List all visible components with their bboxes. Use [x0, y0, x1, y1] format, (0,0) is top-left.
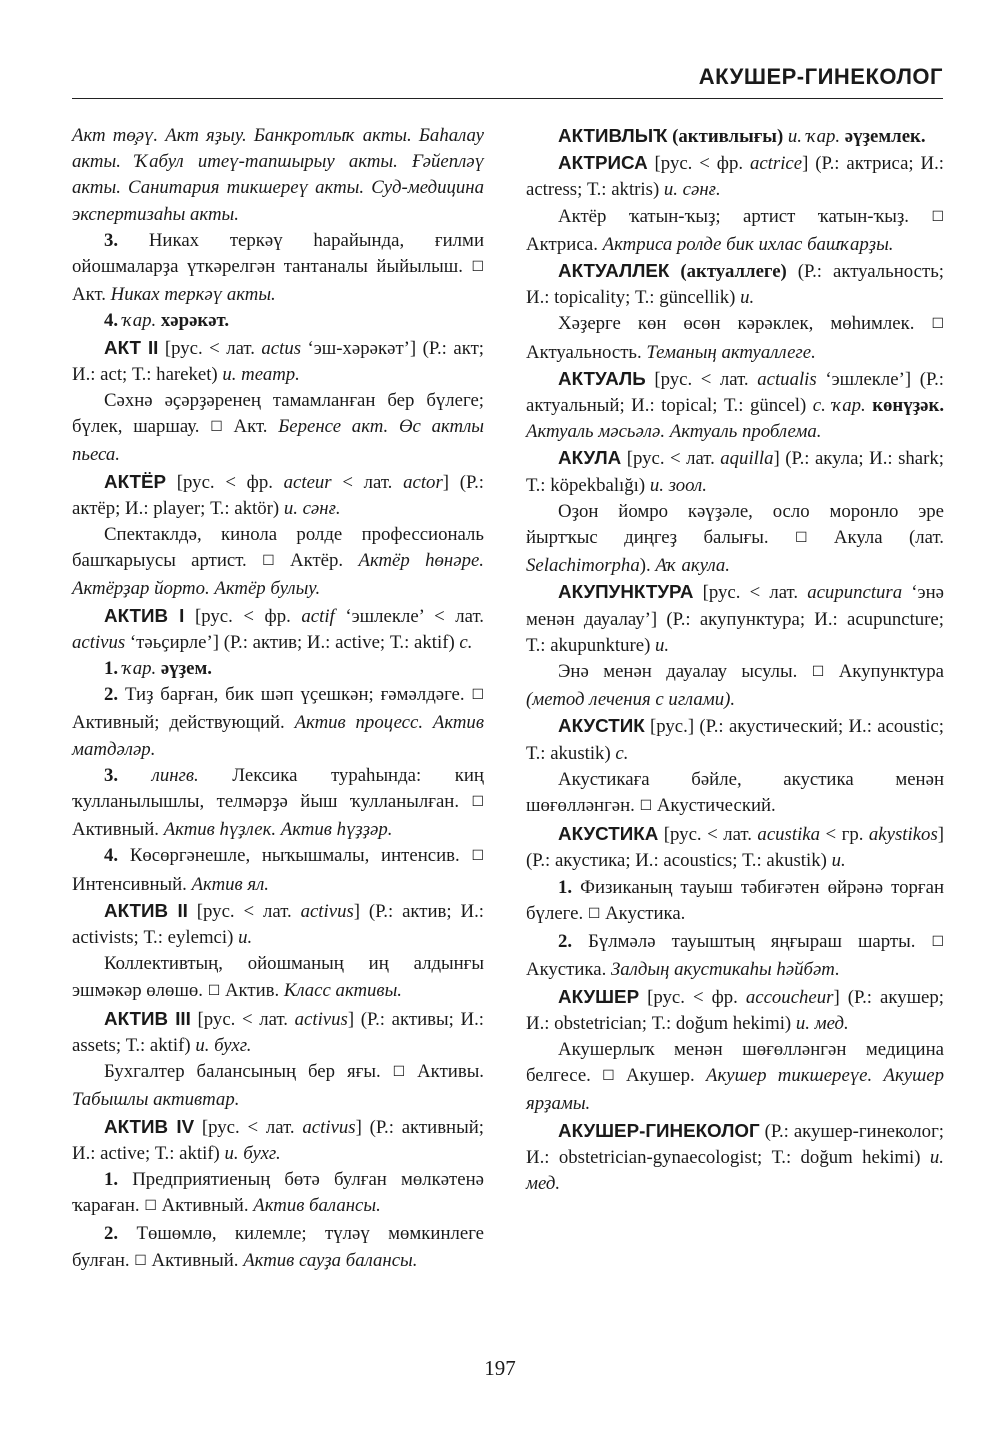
text-run: [рус. < фр.: [166, 471, 284, 493]
running-header-title: АКУШЕР-ГИНЕКОЛОГ: [698, 64, 943, 89]
dictionary-paragraph: [72, 1114, 484, 1167]
text-run: accoucheur: [745, 986, 834, 1008]
text-run: Актив сауҙа балансы.: [243, 1249, 418, 1271]
text-run: и.: [655, 634, 670, 656]
text-run: әүҙемлек.: [844, 126, 926, 147]
text-run: [рус. < фр.: [184, 605, 302, 627]
text-run: 4.: [104, 310, 119, 332]
text-run: ‘эшлекле’ < лат.: [334, 605, 484, 627]
dictionary-paragraph: [526, 366, 944, 446]
headword: АКТУАЛЬ: [558, 367, 646, 389]
headword: АКТИВ III: [104, 1007, 191, 1029]
checkbox-symbol-icon: ☐: [602, 1069, 615, 1085]
text-run: ‘эшлекле’] (Р.: актуальный; И.: topical; Т.: güncel): [526, 368, 945, 417]
text-run: 4.: [104, 845, 119, 867]
text-run: с.: [615, 742, 629, 764]
text-run: Актуаль мәсьәлә. Актуаль проблема.: [526, 421, 822, 443]
headword: АКТИВ II: [104, 899, 188, 921]
text-run: (метод лечения с иглами).: [526, 689, 736, 711]
text-run: ] (Р.: акула; И.: shark; Т.: köpekbalığı): [526, 448, 944, 496]
text-run: Актив балансы.: [253, 1195, 381, 1217]
text-run: и. театр.: [222, 363, 300, 385]
text-run: Интенсивный.: [72, 873, 192, 895]
dictionary-paragraph: [72, 1059, 484, 1113]
text-run: с. ҡар.: [812, 395, 866, 417]
checkbox-symbol-icon: ☐: [471, 795, 484, 811]
dictionary-paragraph: [526, 1118, 944, 1198]
checkbox-symbol-icon: ☐: [207, 983, 221, 999]
text-run: ҡар.: [122, 310, 157, 332]
headword: АКТИВ I: [104, 604, 185, 626]
dictionary-paragraph: [72, 388, 484, 469]
text-run: Активный.: [146, 1249, 244, 1271]
headword: АКУЛА: [558, 447, 622, 469]
text-run: (активлығы): [672, 126, 784, 147]
dictionary-paragraph: [72, 123, 484, 228]
headword: АКТЁР: [104, 470, 167, 492]
checkbox-symbol-icon: ☐: [811, 665, 825, 681]
text-run: Актёр.: [274, 550, 359, 572]
dictionary-paragraph: [526, 258, 944, 311]
text-run: ] (Р.: актив; И.: activists; Т.: eylemci): [72, 900, 485, 949]
text-run: ] (Р.: актриса; И.: actress; Т.: aktris): [526, 153, 945, 201]
text-run: и. бухг.: [195, 1034, 252, 1056]
text-run: ] (Р.: акустика; И.: acoustics; Т.: akustik): [526, 824, 945, 872]
headword: АКУШЕР: [558, 985, 640, 1007]
dictionary-paragraph: [526, 659, 944, 713]
text-run: Физиканың тауыш тәбиғәтен өйрәнә торған бүлеге.: [526, 876, 944, 924]
text-run: с.: [459, 631, 473, 653]
text-run: ҡар.: [122, 658, 157, 680]
text-run: Акт.: [72, 284, 111, 306]
text-run: [рус. < лат.: [645, 368, 758, 390]
text-run: Акт тө̧әү. Акт яҙыу. Банкротлыҡ акты. Баһалау акты. Ҡабул итеү-тапшырыу акты. Ғәйепләү акты. Санитария тикшереү акты. Суд-медицина экспертизаһы акты.: [72, 125, 484, 225]
dictionary-paragraph: [526, 445, 944, 498]
text-run: Акушер тикшереүе. Акушер ярҙамы.: [526, 1065, 944, 1115]
dictionary-paragraph: [72, 843, 484, 897]
checkbox-symbol-icon: ☐: [931, 317, 944, 333]
text-run: Акула (лат.: [807, 527, 944, 549]
text-run: Табышлы активтар.: [72, 1089, 240, 1111]
text-run: 2.: [104, 684, 119, 706]
text-run: Актив ял.: [191, 873, 270, 895]
dictionary-paragraph: [526, 204, 944, 258]
text-run: (Р.: актуальность; И.: topicality; Т.: güncellik): [526, 261, 944, 309]
text-run: Акустика.: [600, 902, 686, 924]
text-run: ).: [639, 555, 656, 577]
text-run: Акушерлыҡ менән шөғөлләнгән медицина белгесе.: [526, 1038, 944, 1087]
checkbox-symbol-icon: ☐: [471, 849, 484, 865]
page-number: 197: [484, 1356, 516, 1380]
dictionary-paragraph: [72, 1221, 484, 1275]
dictionary-paragraph: [526, 150, 944, 203]
text-run: Төшөмлө, килемле; түләү мөмкинлеге булған.: [72, 1223, 484, 1271]
text-run: ] (Р.: акушер; И.: obstetrician; Т.: doğum hekimi): [526, 986, 944, 1034]
text-run: ] (Р.: актёр; И.: player; Т.: aktör): [72, 471, 485, 519]
text-run: activus: [294, 1008, 348, 1030]
text-run: и. бухг.: [224, 1142, 281, 1164]
text-run: Активный.: [72, 819, 164, 841]
dictionary-paragraph: [526, 123, 944, 150]
text-run: Акустикаға бәйле, акустика менән шөғөлләнгән.: [526, 768, 944, 817]
dictionary-paragraph: [72, 522, 484, 603]
text-run: [669, 261, 680, 282]
text-run: Залдың акустикаһы һәйбәт.: [610, 959, 840, 981]
text-run: ‘энә менән дауалау’] (Р.: акупунктура; И.: acupuncture; Т.: akupunkture): [526, 582, 944, 656]
text-run: Никах теркәү һарайында, ғилми ойошмаларҙа үткәрелгән тантаналы йыйылыш.: [72, 229, 484, 278]
text-run: 1.: [104, 1168, 119, 1190]
text-run: Оҙон йомро кәүҙәле, осло моронло эре йыртҡыс диңгеҙ балығы.: [526, 500, 944, 549]
text-run: [118, 765, 152, 786]
checkbox-symbol-icon: ☐: [587, 906, 601, 922]
text-run: acustika: [757, 824, 821, 846]
text-run: 1.: [558, 876, 573, 898]
text-run: Актёр һөнәре. Актёрҙар йорто. Актёр булыу.: [72, 550, 485, 600]
text-run: Теманың актуаллеге.: [646, 341, 816, 363]
text-run: 3.: [104, 764, 119, 786]
dictionary-paragraph: [526, 767, 944, 821]
text-run: [рус. < лат.: [194, 1116, 303, 1138]
text-run: Акустический.: [652, 795, 776, 817]
headword: АКТРИСА: [558, 152, 648, 174]
text-run: [рус.] (Р.: акустический; И.: acoustic; Т.: akustik): [526, 716, 944, 764]
headword: АКТИВЛЫҠ: [558, 125, 668, 146]
checkbox-symbol-icon: ☐: [210, 420, 223, 436]
dictionary-paragraph: [526, 875, 944, 929]
dictionary-paragraph: [526, 713, 944, 766]
text-run: [рус. < лат.: [658, 824, 758, 846]
text-run: Класс активы.: [283, 979, 403, 1001]
dictionary-paragraph: [526, 929, 944, 983]
headword: АКУСТИК: [558, 715, 645, 737]
checkbox-symbol-icon: ☐: [639, 799, 653, 815]
text-run: Активы.: [405, 1061, 485, 1083]
checkbox-symbol-icon: ☐: [471, 260, 484, 276]
text-run: actrice: [749, 153, 803, 175]
text-run: Selachimorpha: [526, 555, 640, 577]
dictionary-paragraph: [526, 499, 944, 580]
text-run: [рус. < фр.: [647, 153, 750, 175]
text-run: < лат.: [331, 471, 404, 493]
text-run: [рус. < лат.: [693, 582, 808, 604]
text-run: Бүлмәлә тауыштың яңғыраш шарты.: [572, 931, 932, 953]
dictionary-paragraph: [72, 763, 484, 844]
text-run: Никах теркәү акты.: [110, 284, 276, 306]
text-run: и. сәнғ.: [283, 497, 341, 519]
text-run: [рус. < лат.: [187, 900, 301, 922]
text-run: 3.: [104, 229, 119, 251]
checkbox-symbol-icon: ☐: [134, 1253, 147, 1269]
checkbox-symbol-icon: ☐: [144, 1199, 157, 1215]
text-run: < гр.: [820, 824, 869, 846]
text-run: Лексика тураһында: киң ҡулланылышлы, телмәрҙә йыш ҡулланылған.: [72, 764, 484, 813]
text-run: [рус. < лат.: [158, 337, 262, 359]
text-run: 1.: [104, 658, 119, 680]
dictionary-paragraph: [72, 898, 484, 951]
text-run: [рус. < фр.: [639, 986, 746, 1008]
checkbox-symbol-icon: ☐: [262, 554, 275, 570]
dictionary-paragraph: [72, 469, 484, 522]
text-run: Тиҙ барған, бик шәп үҫешкән; ғәмәлдәге.: [118, 684, 472, 706]
checkbox-symbol-icon: ☐: [931, 209, 944, 225]
text-run: Беренсе акт. Өс актлы пьеса.: [72, 416, 485, 466]
checkbox-symbol-icon: ☐: [392, 1065, 406, 1081]
text-run: (актуаллеге): [680, 261, 787, 283]
headword: АКУШЕР-ГИНЕКОЛОГ: [558, 1119, 760, 1141]
right-column: [526, 123, 944, 1197]
dictionary-paragraph: [526, 1037, 944, 1118]
text-run: Актриса.: [526, 233, 603, 255]
text-run: и. мед.: [526, 1146, 944, 1194]
dictionary-paragraph: [526, 311, 944, 365]
text-run: Көсөргәнешле, ныҡышмалы, интенсив.: [118, 845, 472, 867]
text-run: aquilla: [720, 448, 774, 470]
running-header: [72, 62, 943, 99]
dictionary-paragraph: [72, 951, 484, 1005]
dictionary-paragraph: [72, 308, 484, 334]
text-run: Акупунктура: [824, 661, 944, 683]
text-run: Сәхнә әҫәрҙәренең тамамланған бер бүлеге; бүлек, шаршау.: [72, 390, 484, 438]
text-run: Спектаклдә, кинола ролде профессиональ башҡарыусы артист.: [72, 524, 484, 572]
text-run: Хәҙерге көн өсөн кәрәклек, мөһимлек.: [558, 313, 932, 335]
dictionary-paragraph: [526, 821, 944, 874]
dictionary-paragraph: [72, 1167, 484, 1221]
text-run: 2.: [558, 931, 573, 953]
text-run: и. зоол.: [649, 474, 707, 496]
dictionary-paragraph: [72, 1006, 484, 1059]
text-run: Аҡ акула.: [655, 555, 730, 577]
headword: АКУПУНКТУРА: [558, 581, 694, 603]
left-column: [72, 123, 484, 1276]
text-run: Активный.: [156, 1195, 254, 1217]
dictionary-paragraph: [72, 656, 484, 682]
text-run: Акустика.: [526, 959, 611, 981]
text-run: и. ҡар.: [787, 126, 841, 147]
text-run: Акушер.: [614, 1065, 707, 1087]
dictionary-paragraph: [72, 228, 484, 309]
text-run: Актёр ҡатын-ҡыҙ; артист ҡатын-ҡыҙ.: [558, 205, 932, 227]
dictionary-paragraph: [526, 984, 944, 1037]
text-run: Актуальность.: [526, 341, 647, 363]
headword: АКТУАЛЛЕК: [558, 260, 670, 282]
headword: АКТИВ IV: [104, 1115, 195, 1137]
checkbox-symbol-icon: ☐: [471, 688, 484, 704]
text-run: activus: [300, 900, 354, 922]
text-run: хәрәкәт.: [160, 310, 230, 332]
text-run: [рус. < лат.: [621, 448, 721, 470]
text-run: ‘эш-хәрәкәт’] (Р.: акт; И.: act; Т.: hareket): [72, 337, 484, 385]
text-run: actif: [301, 605, 335, 627]
text-run: actus: [261, 337, 302, 359]
headword: АКТ II: [104, 336, 159, 358]
headword: АКУСТИКА: [558, 823, 659, 845]
text-run: activus: [302, 1116, 356, 1138]
text-run: көнүҙәк.: [872, 395, 945, 417]
text-run: и. мед.: [795, 1012, 849, 1034]
text-run: akystikos: [868, 824, 938, 846]
text-run: Акт.: [222, 416, 279, 438]
dictionary-paragraph: [72, 682, 484, 763]
text-run: (Р.: акушер-гинеколог; И.: obstetrician-gynaecologist; Т.: doğum hekimi): [526, 1120, 944, 1168]
text-run: и. сәнғ.: [663, 179, 721, 201]
checkbox-symbol-icon: ☐: [794, 531, 808, 547]
text-run: acteur: [283, 471, 332, 493]
checkbox-symbol-icon: ☐: [931, 935, 944, 951]
dictionary-paragraph: [526, 579, 944, 659]
text-run: ] (Р.: активный; И.: active; Т.: aktif): [72, 1116, 484, 1164]
text-run: Коллективтың, ойошманың иң алдынғы эшмәкәр өлөшө.: [72, 953, 484, 1001]
dictionary-paragraph: [72, 335, 484, 388]
text-run: әүҙем.: [160, 658, 212, 680]
dictionary-paragraph: [72, 603, 484, 656]
text-run: и.: [238, 927, 253, 949]
text-run: activus: [72, 631, 126, 653]
text-run: ‘тәьҫирле’] (Р.: актив; И.: active; Т.: aktif): [125, 631, 460, 653]
text-run: и.: [740, 287, 755, 309]
text-run: acupunctura: [807, 582, 903, 604]
text-run: Бухгалтер балансының бер яғы.: [104, 1061, 393, 1083]
text-run: Предприятиеның бөтә булған мөлкәтенә ҡараған.: [72, 1168, 484, 1217]
text-run: actor: [403, 471, 443, 493]
text-run: Энә менән дауалау ысулы.: [558, 661, 812, 683]
text-run: 2.: [104, 1223, 119, 1245]
text-run: [рус. < лат.: [190, 1008, 295, 1030]
text-run: и.: [831, 850, 846, 872]
text-run: Актив һүҙлек. Актив һүҙҙәр.: [163, 819, 393, 841]
text-run: Актриса ролде бик ихлас башҡарҙы.: [602, 233, 894, 255]
text-run: Активный; действующий.: [72, 712, 295, 734]
text-run: actualis: [757, 368, 817, 390]
text-run: лингв.: [151, 764, 199, 786]
text-run: Актив процесс. Актив матдәләр.: [72, 712, 484, 760]
text-run: Актив.: [220, 979, 284, 1001]
text-run: ] (Р.: активы; И.: assets; Т.: aktif): [72, 1008, 484, 1056]
